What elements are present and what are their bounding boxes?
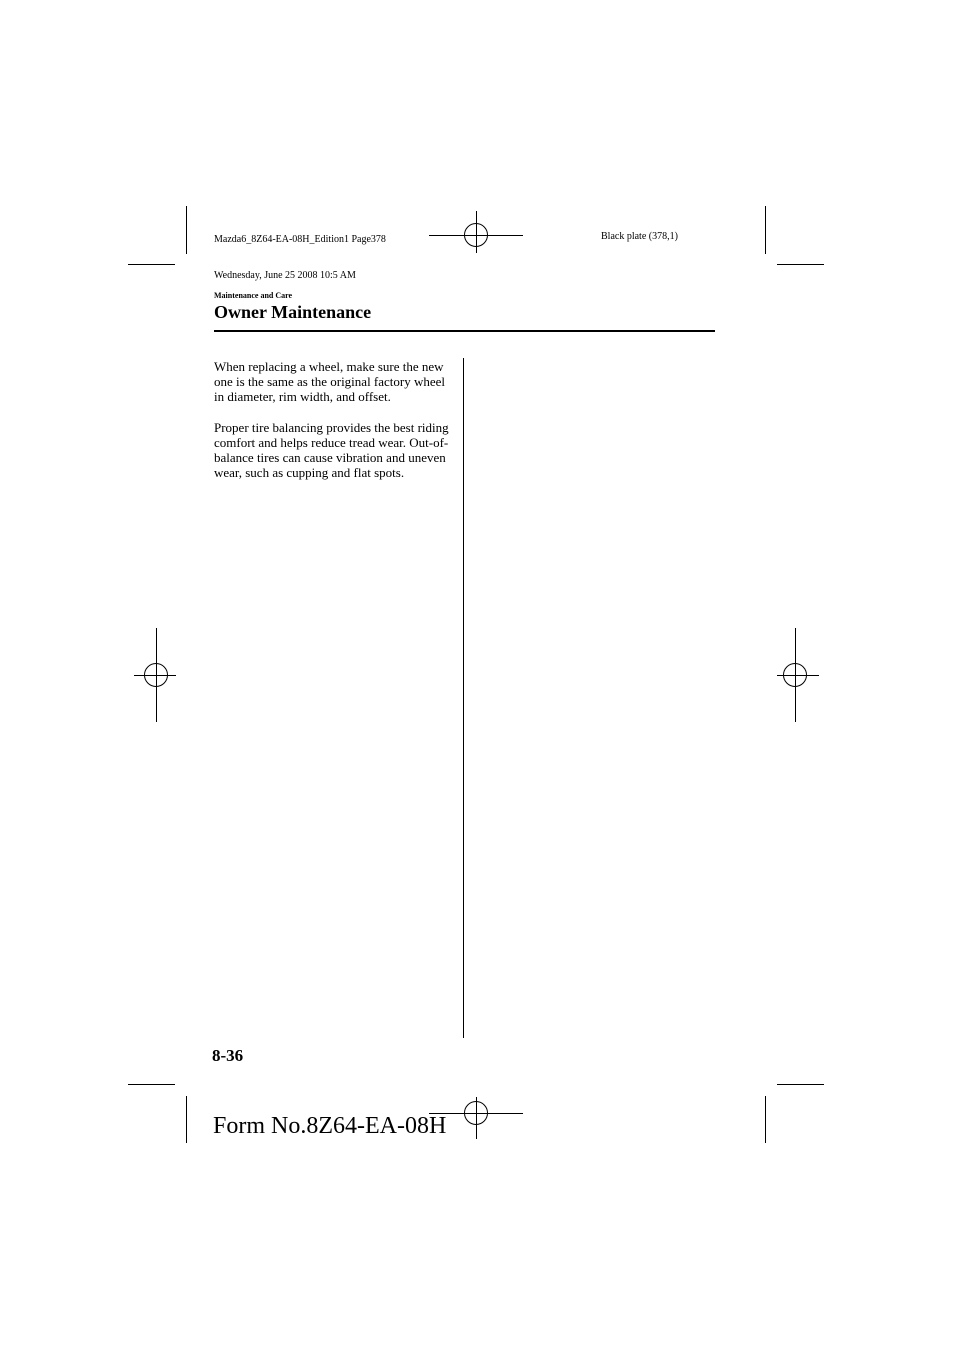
- crop-mark-bottom-right-h: [777, 1084, 824, 1085]
- print-info: [214, 210, 386, 294]
- column-divider: [463, 358, 464, 1038]
- print-info-line1: Mazda6_8Z64-EA-08H_Edition1 Page378: [214, 234, 386, 245]
- crop-mark-top-right-h: [777, 264, 824, 265]
- body-column-left: [214, 359, 454, 495]
- registration-target-left-circle: [144, 663, 168, 687]
- crop-mark-bottom-left-h: [128, 1084, 175, 1085]
- title-rule: [214, 330, 715, 332]
- crop-mark-bottom-left-v: [186, 1096, 187, 1143]
- crop-mark-top-left-v: [186, 206, 187, 254]
- body-paragraph: Proper tire balancing provides the best riding comfort and helps reduce tread wear. Out-of-balance tires can cause vibration and uneven wear, such as cupping and flat spots.: [214, 419, 449, 481]
- section-label: Maintenance and Care: [214, 291, 293, 300]
- registration-target-bottom-circle: [464, 1101, 488, 1125]
- plate-label: Black plate (378,1): [601, 231, 678, 242]
- crop-mark-bottom-right-v: [765, 1096, 766, 1143]
- print-info-line2: Wednesday, June 25 2008 10:5 AM: [214, 270, 356, 281]
- registration-target-right-circle: [783, 663, 807, 687]
- crop-mark-top-right-v: [765, 206, 766, 254]
- form-number: Form No.8Z64-EA-08H: [213, 1113, 447, 1139]
- page-title: Owner Maintenance: [214, 302, 372, 322]
- registration-target-top-circle: [464, 223, 488, 247]
- body-paragraph: When replacing a wheel, make sure the new one is the same as the original factory wheel in diameter, rim width, and offset.: [214, 359, 446, 405]
- page-number: 8-36: [212, 1046, 244, 1065]
- crop-mark-top-left-h: [128, 264, 175, 265]
